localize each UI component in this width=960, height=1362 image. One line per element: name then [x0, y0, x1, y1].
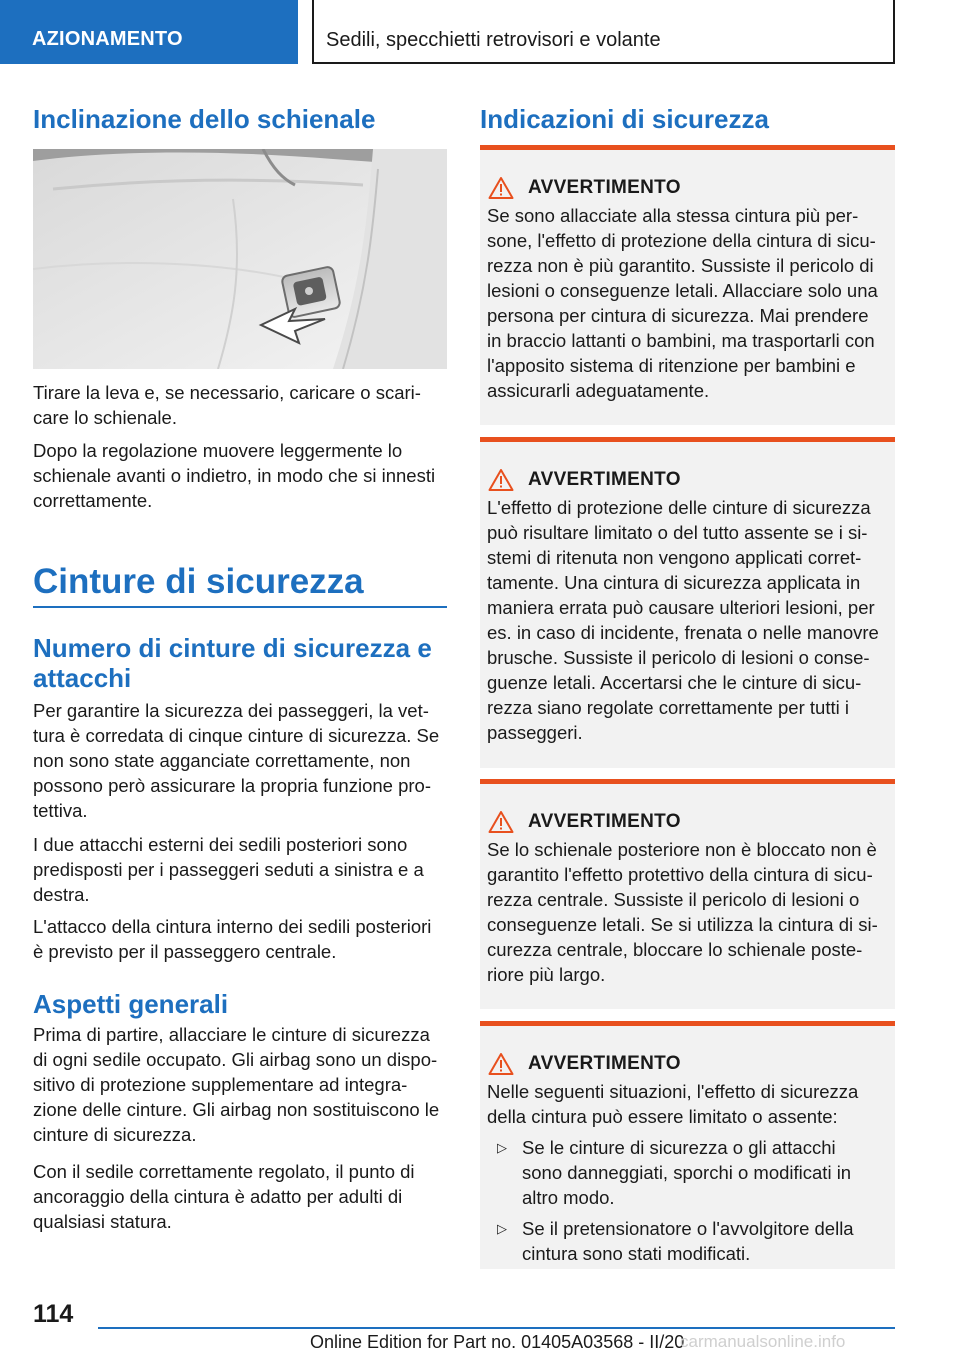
warning-4-bullet-list [487, 1135, 892, 1266]
warning-2-label: AVVERTIMENTO [528, 469, 681, 490]
warning-box-1 [480, 145, 895, 425]
footer-watermark: carmanualsonline.info [680, 1332, 846, 1351]
header-section-label: AZIONAMENTO [32, 28, 183, 50]
safety-heading: Indicazioni di sicurezza [480, 104, 769, 134]
page-number: 114 [33, 1300, 74, 1328]
warning-box-3 [480, 779, 895, 1009]
bullet-text: Se le cinture di sicurezza o gli attacchi sono danneggiati, sporchi o modificati in altro modo. [522, 1137, 852, 1208]
warning-triangle-icon [488, 810, 514, 834]
warning-triangle-icon [488, 176, 514, 200]
backrest-lever-illustration [33, 149, 447, 369]
general-paragraph-2: Con il sedile correttamente regolato, il punto di ancoraggio della cintura è adatto per adulti di qualsiasi statura. [33, 1161, 415, 1232]
triangle-bullet-icon: ▷ [497, 1221, 507, 1236]
warning-4-label: AVVERTIMENTO [528, 1053, 681, 1074]
triangle-bullet-icon: ▷ [497, 1140, 507, 1155]
warning-1-label: AVVERTIMENTO [528, 177, 681, 198]
warning-4-text: Nelle seguenti situazioni, l'effetto di sicurezza della cintura può essere limitato o assente: [487, 1081, 859, 1127]
general-paragraph-1: Prima di partire, allacciare le cinture di sicurezza di ogni sedile occupato. Gli airbag sono un dispo- sitivo di protezione supplementare ad integra- zione delle cinture. Gli airbag non sostituiscono le cinture di sicurezza. [33, 1024, 440, 1145]
general-heading: Aspetti generali [33, 989, 229, 1019]
list-item [487, 1135, 892, 1210]
backrest-paragraph-1: Tirare la leva e, se necessario, caricare o scari- care lo schienale. [33, 382, 421, 428]
bullet-text: Se il pretensionatore o l'avvolgitore della cintura sono stati modificati. [522, 1218, 854, 1264]
warning-box-4 [480, 1021, 895, 1269]
belt-count-paragraph-1: Per garantire la sicurezza dei passeggeri, la vet- tura è corredata di cinque cinture di sicurezza. Se non sono state agganciate correttamente, non possono però assicurare la propria funzione pro- tettiva. [33, 700, 440, 821]
footer-rule [98, 1327, 895, 1329]
warning-triangle-icon [488, 1052, 514, 1076]
header-chapter-box [312, 0, 895, 64]
belts-heading-rule [33, 606, 447, 608]
belt-count-paragraph-2: I due attacchi esterni dei sedili posteriori sono predisposti per i passeggeri seduti a sinistra e a destra. [33, 834, 424, 905]
backrest-paragraph-2: Dopo la regolazione muovere leggermente lo schienale avanti o indietro, in modo che si innesti correttamente. [33, 440, 436, 511]
footer-edition: Online Edition for Part no. 01405A03568 - II/20 [310, 1332, 685, 1352]
warning-1-text: Se sono allacciate alla stessa cintura più per- sone, l'effetto di protezione della cintura di sicu- rezza non è più garantito. Sussiste il pericolo di lesioni o conseguenze letali. Allacciare solo una persona per cintura di sicurezza. Mai prendere in braccio lattanti o bambini, ma trasportarli con l'apposito sistema di ritenzione per bambini e assicurarli adeguatamente. [487, 205, 878, 401]
seat-illustration-graphic [33, 149, 447, 369]
list-item [487, 1216, 892, 1266]
belt-count-paragraph-3: L'attacco della cintura interno dei sedili posteriori è previsto per il passeggero centrale. [33, 916, 432, 962]
header-chapter-label: Sedili, specchietti retrovisori e volante [326, 29, 661, 51]
warning-3-label: AVVERTIMENTO [528, 811, 681, 832]
backrest-heading: Inclinazione dello schienale [33, 104, 376, 134]
header-section-tab [0, 0, 298, 64]
belt-count-heading: Numero di cinture di sicurezza e attacchi [33, 633, 432, 693]
warning-3-text: Se lo schienale posteriore non è bloccato non è garantito l'effetto protettivo della cintura di sicu- rezza centrale. Sussiste il pericolo di lesioni o conseguenze letali. Se si utilizza la cintura di si- curezza centrale, bloccare lo schienale poste- riore più largo. [487, 839, 878, 985]
warning-box-2 [480, 437, 895, 768]
warning-4-body [487, 1079, 892, 1266]
belts-heading: Cinture di sicurezza [33, 562, 364, 601]
warning-triangle-icon [488, 468, 514, 492]
warning-2-text: L'effetto di protezione delle cinture di sicurezza può risultare limitato o del tutto assente se i si- stemi di ritenuta non vengono applicati corret- tamente. Una cintura di sicurezza applicata in maniera errata può causare ulteriori lesioni, per es. in caso di incidente, frenata o nelle manovre brusche. Sussiste il pericolo di lesioni o conse- guenze letali. Accertarsi che le cinture di sicu- rezza siano regolate correttamente per tutti i passeggeri. [487, 497, 879, 743]
